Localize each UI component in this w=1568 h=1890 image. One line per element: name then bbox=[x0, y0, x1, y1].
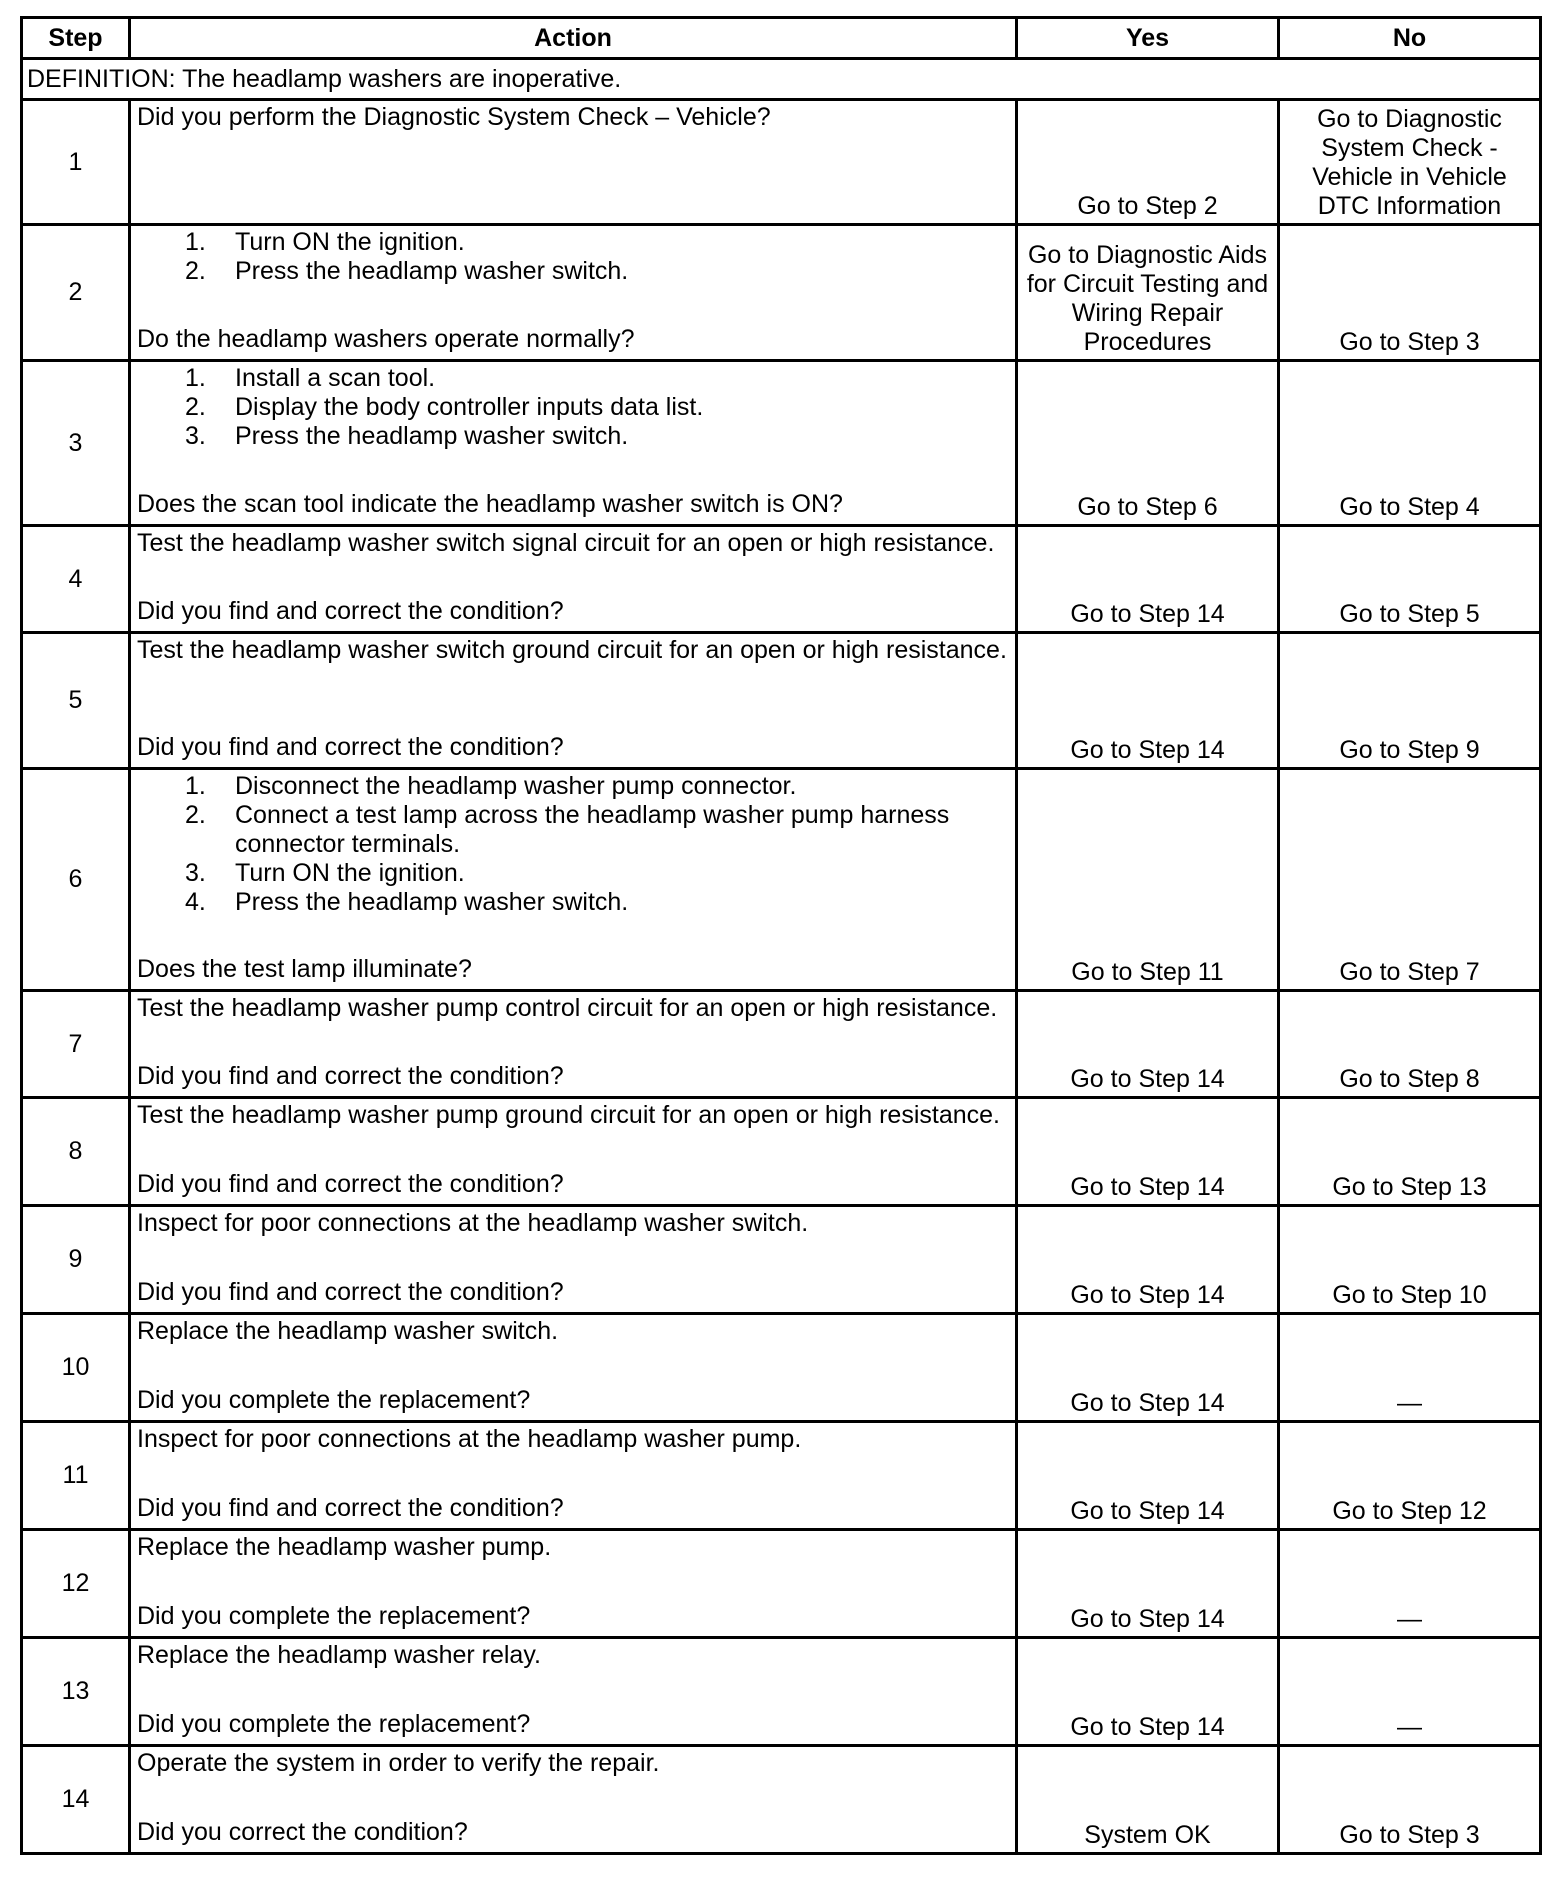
table-row bbox=[22, 991, 1541, 1098]
list-item: 4. Press the headlamp washer switch. bbox=[185, 888, 629, 916]
table-row bbox=[22, 100, 1541, 225]
no-result: Go to Diagnostic System Check - Vehicle in Vehicle DTC Information bbox=[1279, 100, 1541, 225]
no-result: Go to Step 3 bbox=[1279, 1746, 1541, 1854]
no-result: Go to Step 10 bbox=[1279, 1206, 1541, 1314]
step-number: 2 bbox=[22, 225, 130, 361]
action-text: Did you perform the Diagnostic System Check – Vehicle? bbox=[137, 103, 771, 131]
definition-text: DEFINITION: The headlamp washers are inoperative. bbox=[22, 59, 1541, 100]
list-item: 1. Turn ON the ignition. bbox=[185, 228, 465, 256]
action-text: Test the headlamp washer pump control circuit for an open or high resistance. bbox=[137, 994, 998, 1022]
yes-result: System OK bbox=[1017, 1746, 1279, 1854]
yes-result: Go to Step 11 bbox=[1017, 769, 1279, 991]
action-cell bbox=[130, 1098, 1017, 1206]
step-number: 14 bbox=[22, 1746, 130, 1854]
list-item: 2. Display the body controller inputs data list. bbox=[185, 393, 704, 421]
action-list bbox=[137, 228, 1009, 286]
action-cell bbox=[130, 991, 1017, 1098]
action-question: Did you correct the condition? bbox=[137, 1818, 468, 1846]
action-text: Inspect for poor connections at the headlamp washer pump. bbox=[137, 1425, 802, 1453]
no-result: — bbox=[1279, 1638, 1541, 1746]
action-list bbox=[137, 364, 1009, 451]
action-text: Operate the system in order to verify the repair. bbox=[137, 1749, 660, 1777]
list-item: 3. Turn ON the ignition. bbox=[185, 859, 465, 887]
yes-result: Go to Step 14 bbox=[1017, 1206, 1279, 1314]
yes-result: Go to Step 14 bbox=[1017, 1314, 1279, 1422]
list-item: 3. Press the headlamp washer switch. bbox=[185, 422, 629, 450]
action-text: Replace the headlamp washer pump. bbox=[137, 1533, 552, 1561]
action-text: Replace the headlamp washer relay. bbox=[137, 1641, 541, 1669]
action-cell bbox=[130, 633, 1017, 769]
no-result: Go to Step 13 bbox=[1279, 1098, 1541, 1206]
step-number: 13 bbox=[22, 1638, 130, 1746]
action-question: Did you find and correct the condition? bbox=[137, 1062, 564, 1090]
header-yes: Yes bbox=[1017, 18, 1279, 59]
table-row bbox=[22, 1422, 1541, 1530]
action-text: Test the headlamp washer switch signal circuit for an open or high resistance. bbox=[137, 529, 995, 557]
yes-result: Go to Diagnostic Aids for Circuit Testing and Wiring Repair Procedures bbox=[1017, 225, 1279, 361]
no-result: Go to Step 8 bbox=[1279, 991, 1541, 1098]
step-number: 1 bbox=[22, 100, 130, 225]
step-number: 10 bbox=[22, 1314, 130, 1422]
action-cell bbox=[130, 1314, 1017, 1422]
action-cell bbox=[130, 1422, 1017, 1530]
yes-result: Go to Step 14 bbox=[1017, 991, 1279, 1098]
step-number: 5 bbox=[22, 633, 130, 769]
no-result: Go to Step 4 bbox=[1279, 361, 1541, 526]
table-row bbox=[22, 361, 1541, 526]
list-item: 1. Disconnect the headlamp washer pump connector. bbox=[185, 772, 797, 800]
header-action: Action bbox=[130, 18, 1017, 59]
step-number: 8 bbox=[22, 1098, 130, 1206]
action-text: Inspect for poor connections at the headlamp washer switch. bbox=[137, 1209, 809, 1237]
action-cell bbox=[130, 100, 1017, 225]
diagnostic-table bbox=[20, 16, 1542, 1855]
no-result: Go to Step 3 bbox=[1279, 225, 1541, 361]
action-question: Did you find and correct the condition? bbox=[137, 733, 564, 761]
header-no: No bbox=[1279, 18, 1541, 59]
no-result: Go to Step 12 bbox=[1279, 1422, 1541, 1530]
action-question: Did you complete the replacement? bbox=[137, 1710, 531, 1738]
yes-result: Go to Step 14 bbox=[1017, 526, 1279, 633]
action-cell bbox=[130, 361, 1017, 526]
no-result: — bbox=[1279, 1530, 1541, 1638]
list-item: 1. Install a scan tool. bbox=[185, 364, 436, 392]
action-text: Test the headlamp washer switch ground circuit for an open or high resistance. bbox=[137, 636, 1007, 664]
step-number: 4 bbox=[22, 526, 130, 633]
no-result: — bbox=[1279, 1314, 1541, 1422]
table-row bbox=[22, 1746, 1541, 1854]
table-row bbox=[22, 1530, 1541, 1638]
action-cell bbox=[130, 526, 1017, 633]
header-step: Step bbox=[22, 18, 130, 59]
table-row bbox=[22, 1098, 1541, 1206]
step-number: 7 bbox=[22, 991, 130, 1098]
action-question: Did you find and correct the condition? bbox=[137, 1278, 564, 1306]
no-result: Go to Step 9 bbox=[1279, 633, 1541, 769]
action-list bbox=[137, 772, 1009, 917]
action-question: Did you find and correct the condition? bbox=[137, 1494, 564, 1522]
yes-result: Go to Step 14 bbox=[1017, 1638, 1279, 1746]
action-question: Does the scan tool indicate the headlamp washer switch is ON? bbox=[137, 490, 843, 518]
action-cell bbox=[130, 225, 1017, 361]
step-number: 11 bbox=[22, 1422, 130, 1530]
table-row bbox=[22, 633, 1541, 769]
no-result: Go to Step 5 bbox=[1279, 526, 1541, 633]
action-cell bbox=[130, 1206, 1017, 1314]
yes-result: Go to Step 14 bbox=[1017, 633, 1279, 769]
list-item: 2. Connect a test lamp across the headlamp washer pump harness connector terminals. bbox=[185, 801, 950, 858]
table-row bbox=[22, 769, 1541, 991]
table-row bbox=[22, 1206, 1541, 1314]
header-row bbox=[22, 18, 1541, 59]
step-number: 9 bbox=[22, 1206, 130, 1314]
list-item: 2. Press the headlamp washer switch. bbox=[185, 257, 629, 285]
step-number: 6 bbox=[22, 769, 130, 991]
action-cell bbox=[130, 769, 1017, 991]
action-question: Do the headlamp washers operate normally? bbox=[137, 325, 635, 353]
table-row bbox=[22, 526, 1541, 633]
action-question: Did you complete the replacement? bbox=[137, 1386, 531, 1414]
yes-result: Go to Step 14 bbox=[1017, 1422, 1279, 1530]
table-row bbox=[22, 1638, 1541, 1746]
action-text: Replace the headlamp washer switch. bbox=[137, 1317, 559, 1345]
table-row bbox=[22, 225, 1541, 361]
step-number: 3 bbox=[22, 361, 130, 526]
action-cell bbox=[130, 1746, 1017, 1854]
action-cell bbox=[130, 1638, 1017, 1746]
definition-row bbox=[22, 59, 1541, 100]
action-question: Did you find and correct the condition? bbox=[137, 597, 564, 625]
yes-result: Go to Step 6 bbox=[1017, 361, 1279, 526]
yes-result: Go to Step 14 bbox=[1017, 1098, 1279, 1206]
no-result: Go to Step 7 bbox=[1279, 769, 1541, 991]
yes-result: Go to Step 2 bbox=[1017, 100, 1279, 225]
action-question: Does the test lamp illuminate? bbox=[137, 955, 472, 983]
action-question: Did you complete the replacement? bbox=[137, 1602, 531, 1630]
action-text: Test the headlamp washer pump ground circuit for an open or high resistance. bbox=[137, 1101, 1000, 1129]
table-row bbox=[22, 1314, 1541, 1422]
step-number: 12 bbox=[22, 1530, 130, 1638]
action-cell bbox=[130, 1530, 1017, 1638]
action-question: Did you find and correct the condition? bbox=[137, 1170, 564, 1198]
yes-result: Go to Step 14 bbox=[1017, 1530, 1279, 1638]
